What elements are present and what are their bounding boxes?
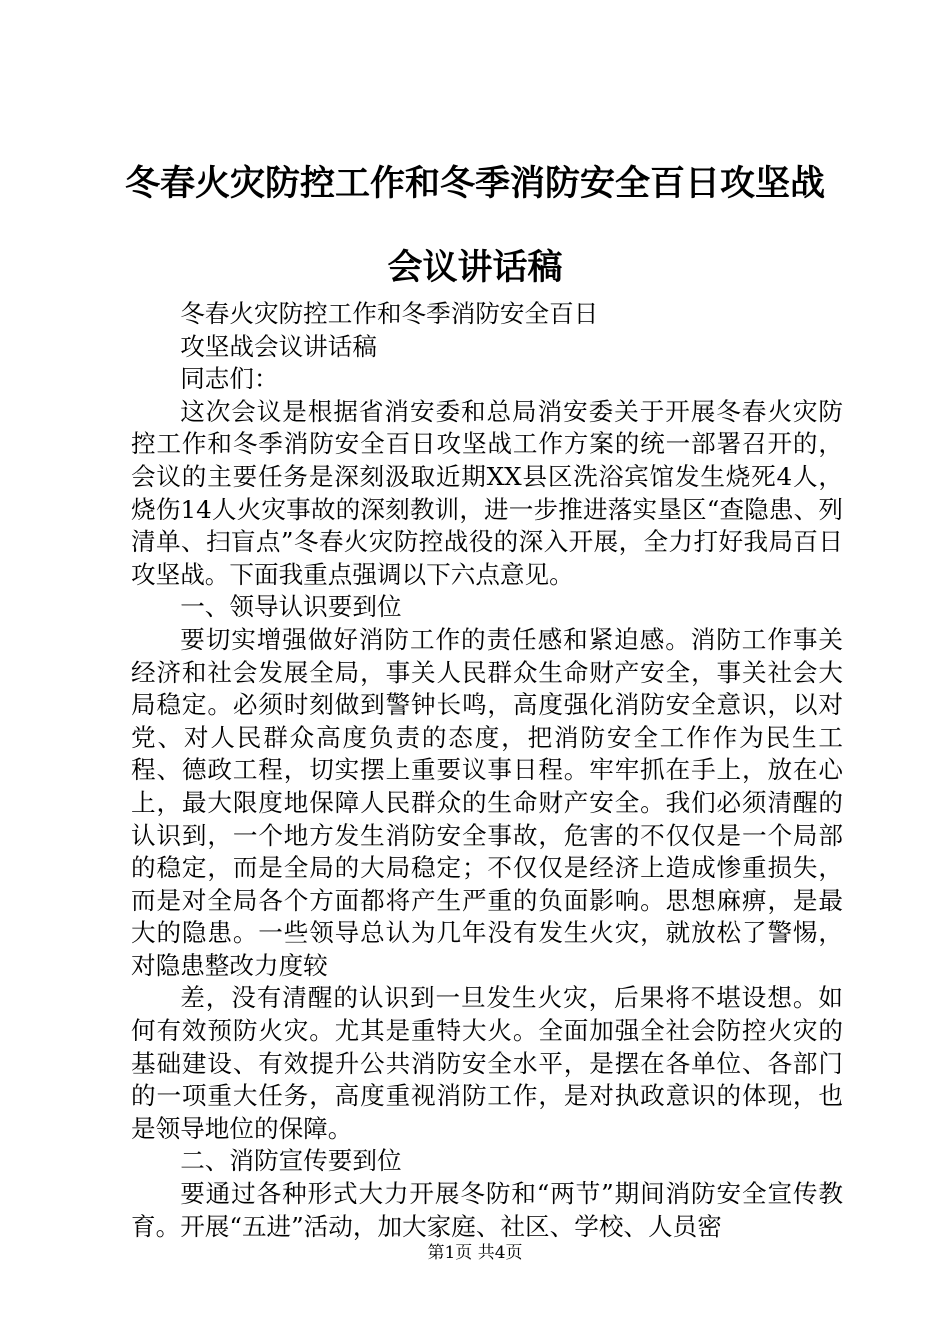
intro-paragraph: 这次会议是根据省消安委和总局消安委关于开展冬春火灾防控工作和冬季消防安全百日攻坚战工作方案的统一部署召开的，会议的主要任务是深刻汲取近期XX县区洗浴宾馆发生烧死4人，烧伤14人火灾事故的深刻教训，进一步推进落实垦区“查隐患、列清单、扫盲点”冬春火灾防控战役的深入开展，全力打好我局百日攻坚战。下面我重点强调以下六点意见。 [131, 396, 843, 589]
section-2-paragraph: 要通过各种形式大力开展冬防和“两节”期间消防安全宣传教育。开展“五进”活动，加大家庭、社区、学校、人员密 [131, 1179, 843, 1241]
section-1-paragraph-continued: 差，没有清醒的认识到一旦发生火灾，后果将不堪设想。如何有效预防火灾。尤其是重特大火。全面加强全社会防控火灾的基础建设、有效提升公共消防安全水平，是摆在各单位、各部门的一项重大任务，高度重视消防工作，是对执政意识的体现，也是领导地位的保障。 [131, 983, 843, 1143]
section-1-paragraph: 要切实增强做好消防工作的责任感和紧迫感。消防工作事关经济和社会发展全局，事关人民群众生命财产安全，事关社会大局稳定。必须时刻做到警钟长鸣，高度强化消防安全意识，以对党、对人民群众高度负责的态度，把消防安全工作作为民生工程、德政工程，切实摆上重要议事日程。牢牢抓在手上，放在心上，最大限度地保障人民群众的生命财产安全。我们必须清醒的认识到，一个地方发生消防安全事故，危害的不仅仅是一个局部的稳定，而是全局的大局稳定；不仅仅是经济上造成惨重损失，而是对全局各个方面都将产生严重的负面影响。思想麻痹，是最大的隐患。一些领导总认为几年没有发生火灾，就放松了警惕，对隐患整改力度较 [131, 624, 843, 980]
subtitle-line-1: 冬春火灾防控工作和冬季消防安全百日 [180, 299, 599, 328]
document-title-line-1: 冬春火灾防控工作和冬季消防安全百日攻坚战 [124, 164, 825, 204]
salutation: 同志们： [180, 364, 279, 394]
document-title-line-2: 会议讲话稿 [387, 248, 563, 288]
section-heading-1: 一、领导认识要到位 [180, 592, 402, 622]
subtitle-line-2: 攻坚战会议讲话稿 [180, 331, 377, 361]
page-footer: 第1页 共4页 [427, 1243, 523, 1263]
document-body [131, 298, 843, 1243]
section-heading-2: 二、消防宣传要到位 [180, 1146, 402, 1176]
